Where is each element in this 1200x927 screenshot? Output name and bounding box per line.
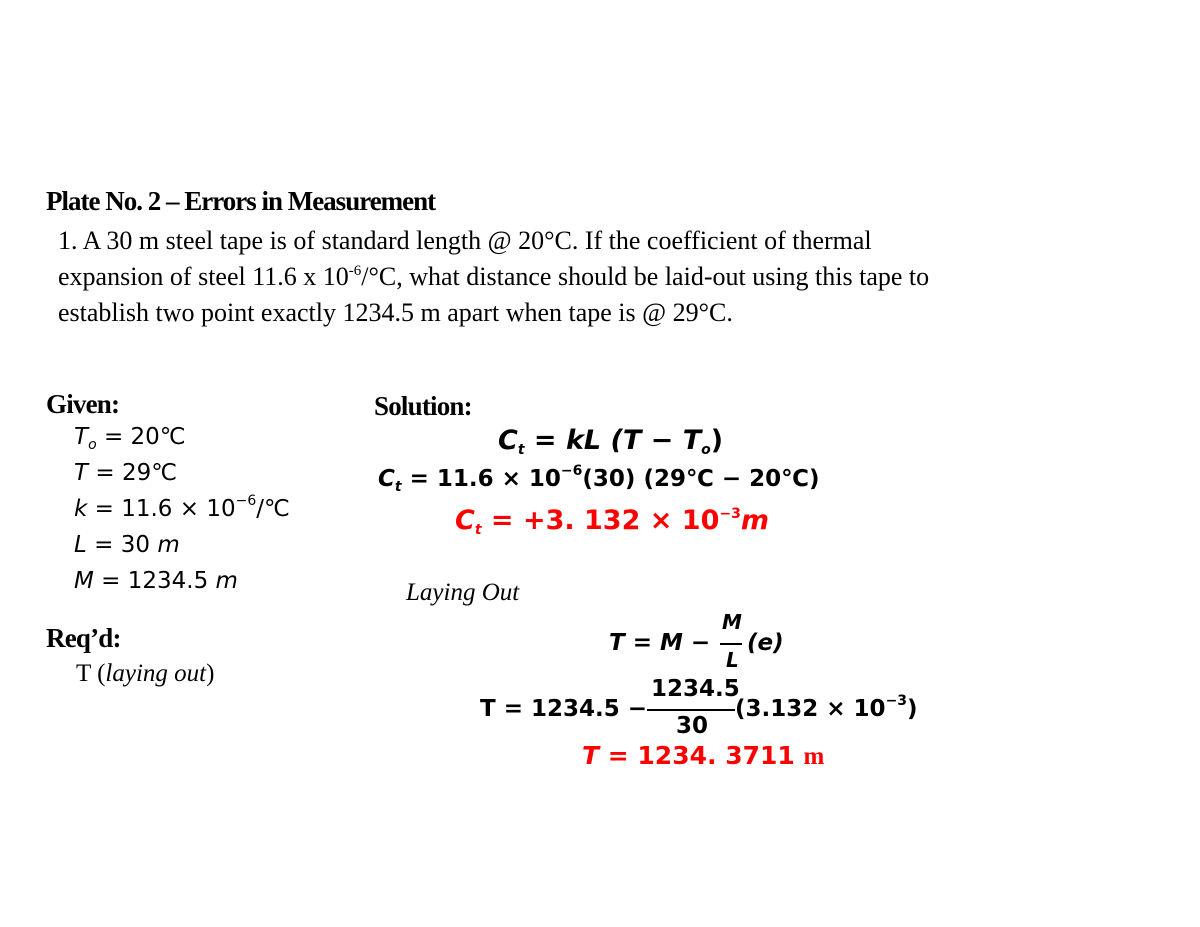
eq1-rhs: kL (T − T: [565, 425, 702, 456]
eq3-lhs-sub: t: [474, 522, 482, 538]
eq2-exp: −6: [560, 463, 583, 479]
eq3-unit: m: [740, 505, 770, 536]
formula-2-lhs: T = 1234.5 −: [480, 696, 648, 722]
given-k-unit: /℃: [256, 496, 290, 522]
given-To-var: T: [74, 424, 89, 450]
laying-out-label: Laying Out: [406, 579, 520, 606]
answer-unit: m: [803, 743, 825, 770]
eq2-lhs-sub: t: [394, 479, 402, 495]
final-answer: [582, 741, 824, 771]
given-T-value: = 29℃: [88, 460, 178, 486]
given-k-exp: −6: [235, 493, 257, 509]
given-To-value: = 20℃: [96, 424, 186, 450]
given-To-sub: o: [88, 437, 97, 453]
formula-1-numerator: M: [722, 610, 742, 634]
problem-line-3: establish two point exactly 1234.5 m apart when tape is @ 29°C.: [58, 298, 733, 327]
answer-lhs: T: [582, 741, 600, 770]
f1-lhs-text: T = M −: [609, 630, 711, 656]
plate-title: Plate No. 2 – Errors in Measurement: [46, 186, 436, 216]
formula-2-numerator: 1234.5: [651, 676, 740, 702]
problem-line-2: [58, 259, 929, 295]
solution-eq-2: [378, 463, 820, 495]
required-text-a: T (: [76, 660, 106, 687]
problem-line-2-b: /°C, what distance should be laid-out using this tape to: [361, 262, 930, 291]
f2-rhs-b: ): [907, 696, 918, 722]
given-M: [74, 568, 238, 594]
f1-rhs-text: (e): [747, 630, 784, 656]
problem-line-1: 1. A 30 m steel tape is of standard length @ 20°C. If the coefficient of thermal: [58, 226, 872, 255]
given-L-var: L: [74, 532, 87, 558]
formula-1-fraction-bar: [720, 643, 742, 645]
formula-1-lhs: [609, 630, 710, 656]
required-text-italic: laying out: [105, 660, 207, 687]
formula-2-fraction-bar: [647, 709, 735, 711]
given-M-var: M: [74, 568, 94, 594]
eq3-mid: = +3. 132 × 10: [481, 505, 720, 536]
eq1-lhs-sub: t: [517, 442, 525, 458]
f2-rhs-a: (3.132 × 10: [735, 696, 886, 722]
solution-eq-3-result: [455, 505, 769, 536]
given-T-var: T: [74, 460, 89, 486]
formula-2-denominator: 30: [676, 713, 709, 739]
eq2-rest: (30) (29℃ − 20℃): [582, 466, 820, 492]
eq1-mid: =: [524, 425, 566, 456]
formula-1-denominator: L: [726, 648, 739, 672]
eq1-close: ): [710, 425, 724, 456]
problem-line-2-a: expansion of steel 11.6 x 10: [58, 262, 349, 291]
answer-mid: = 1234. 3711: [599, 741, 804, 770]
given-M-value: = 1234.5: [93, 568, 216, 594]
given-M-unit: m: [215, 568, 238, 594]
formula-1-rhs: [747, 630, 784, 656]
given-k-value: = 11.6 × 10: [87, 496, 236, 522]
eq2-mid: = 11.6 × 10: [401, 466, 561, 492]
eq2-lhs: C: [378, 466, 395, 492]
given-L-unit: m: [157, 532, 180, 558]
given-k: [74, 493, 290, 522]
given-L-value: = 30: [86, 532, 158, 558]
given-T: [74, 460, 177, 486]
required-heading: Req’d:: [46, 623, 121, 653]
solution-heading: Solution:: [374, 391, 472, 421]
given-heading: Given:: [46, 389, 120, 419]
given-L: [74, 532, 180, 558]
f2-exp: −3: [885, 693, 908, 709]
given-k-var: k: [74, 496, 88, 522]
required-text-b: ): [206, 660, 215, 687]
eq1-rhs-sub: o: [701, 442, 711, 458]
given-To: [74, 424, 186, 453]
solution-eq-1: [498, 425, 723, 456]
eq1-lhs: C: [498, 425, 518, 456]
eq3-lhs: C: [455, 505, 475, 536]
formula-2-rhs: [735, 693, 918, 722]
problem-exponent: -6: [348, 263, 362, 279]
eq3-exp: −3: [719, 506, 741, 522]
required-text: [76, 660, 214, 688]
